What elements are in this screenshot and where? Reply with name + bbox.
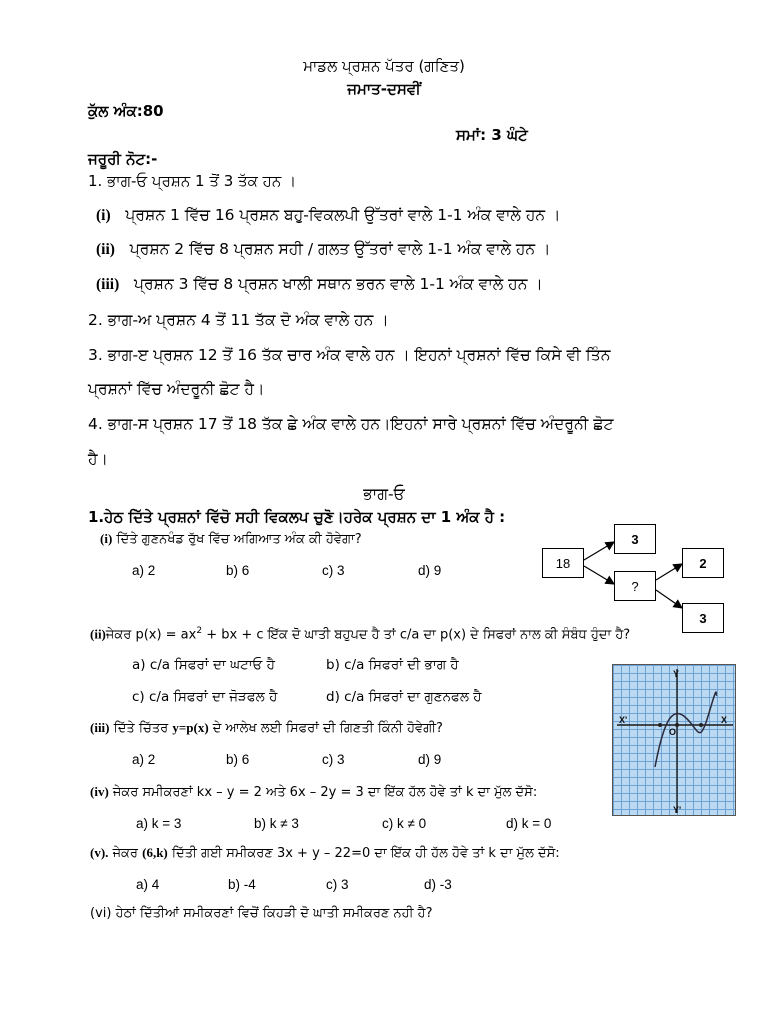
note-1-i-label: (i) bbox=[96, 207, 111, 224]
question-2-text-a: ਜੇਕਰ p(x) = ax bbox=[105, 627, 197, 643]
question-5-label: (v). bbox=[90, 845, 109, 860]
question-3 bbox=[90, 720, 443, 736]
question-5-text-a: ਜੇਕਰ bbox=[112, 846, 143, 861]
q5-option-c[interactable]: c) 3 bbox=[326, 877, 349, 892]
section-instruction: 1.ਹੇਠ ਦਿੱਤੇ ਪ੍ਰਸ਼ਨਾਂ ਵਿੱਚੋ ਸਹੀ ਵਿਕਲਪ ਚੁਣੋ।ਹਰੇਕ ਪ੍ਰਸ਼ਨ ਦਾ 1 ਅੰਕ ਹੈ : bbox=[88, 508, 506, 526]
q1-option-b[interactable]: b) 6 bbox=[226, 563, 250, 578]
question-3-label: (iii) bbox=[90, 720, 110, 735]
paper-title: ਮਾਡਲ ਪ੍ਰਸ਼ਨ ਪੱਤਰ (ਗਣਿਤ) bbox=[303, 57, 465, 75]
note-3-line-1: 3. ਭਾਗ-ੲ ਪ੍ਰਸ਼ਨ 12 ਤੋਂ 16 ਤੱਕ ਚਾਰ ਅੰਕ ਵਾਲੇ ਹਨ । ਇਹਨਾਂ ਪ੍ਰਸ਼ਨਾਂ ਵਿੱਚ ਕਿਸੇ ਵੀ ਤਿੰਨ bbox=[88, 346, 611, 364]
graph-x-left-label: X' bbox=[619, 715, 628, 725]
q2-option-a[interactable]: a) c/a ਸਿਫਰਾਂ ਦਾ ਘਟਾਓ ਹੈ bbox=[132, 657, 275, 673]
q4-option-b[interactable]: b) k ≠ 3 bbox=[254, 816, 299, 831]
graph-origin-label: O bbox=[669, 727, 677, 737]
q1-option-d[interactable]: d) 9 bbox=[418, 563, 442, 578]
question-4-text: ਜੇਕਰ ਸਮੀਕਰਣਾਂ kx – y = 2 ਅਤੇ 6x – 2y = 3 ਦਾ ਇੱਕ ਹੱਲ ਹੋਵੇ ਤਾਂ k ਦਾ ਮੁੱਲ ਦੱਸੋ: bbox=[112, 785, 538, 800]
q1-option-c[interactable]: c) 3 bbox=[322, 563, 345, 578]
q3-option-b[interactable]: b) 6 bbox=[226, 752, 250, 767]
factor-tree-right-bottom: 3 bbox=[682, 603, 724, 633]
factor-tree-right-top: 2 bbox=[682, 548, 724, 578]
time-allowed: ਸਮਾਂ: 3 ਘੰਟੇ bbox=[456, 126, 528, 144]
question-4-label: (iv) bbox=[90, 784, 109, 799]
factor-tree-top: 3 bbox=[614, 524, 656, 554]
graph-y-label: Y bbox=[673, 669, 680, 679]
note-4-line-2: ਹੈ। bbox=[88, 450, 108, 468]
question-1-label: (i) bbox=[100, 531, 113, 546]
notes-heading: ਜਰੂਰੀ ਨੋਟ:- bbox=[88, 150, 158, 168]
polynomial-graph bbox=[612, 664, 736, 816]
question-2-superscript: 2 bbox=[196, 626, 203, 636]
q5-option-a[interactable]: a) 4 bbox=[136, 877, 160, 892]
note-1-iii-text: ਪ੍ਰਸ਼ਨ 3 ਵਿੱਚ 8 ਪ੍ਰਸ਼ਨ ਖਾਲੀ ਸਥਾਨ ਭਰਨ ਵਾਲੇ 1-1 ਅੰਕ ਵਾਲੇ ਹਨ । bbox=[134, 275, 543, 293]
q4-option-a[interactable]: a) k = 3 bbox=[136, 816, 182, 831]
question-5 bbox=[90, 845, 560, 861]
question-5-text-b: ਦਿੱਤੀ ਗਈ ਸਮੀਕਰਣ 3x + y – 22=0 ਦਾ ਇੱਕ ਹੀ ਹੱਲ ਹੋਵੇ ਤਾਂ k ਦਾ ਮੁੱਲ ਦੱਸੋ: bbox=[167, 846, 560, 861]
paper-subtitle: ਜਮਾਤ-ਦਸਵੀਂ bbox=[347, 80, 421, 98]
section-heading: ਭਾਗ-ਓ bbox=[363, 485, 405, 503]
polynomial-graph-plot bbox=[613, 665, 736, 816]
note-1-i-text: ਪ੍ਰਸ਼ਨ 1 ਵਿੱਚ 16 ਪ੍ਰਸ਼ਨ ਬਹੁ-ਵਿਕਲਪੀ ਉੱਤਰਾਂ ਵਾਲੇ 1-1 ਅੰਕ ਵਾਲੇ ਹਨ । bbox=[125, 206, 561, 224]
question-3-text-bold: y=p(x) bbox=[172, 720, 209, 735]
note-1-ii-text: ਪ੍ਰਸ਼ਨ 2 ਵਿੱਚ 8 ਪ੍ਰਸ਼ਨ ਸਹੀ / ਗਲਤ ਉੱਤਰਾਂ ਵਾਲੇ 1-1 ਅੰਕ ਵਾਲੇ ਹਨ । bbox=[129, 240, 551, 258]
note-1-i bbox=[96, 206, 560, 225]
question-3-text-a: ਦਿੱਤੇ ਚਿੱਤਰ bbox=[113, 721, 173, 736]
factor-tree-unknown: ? bbox=[614, 571, 656, 601]
note-1-ii bbox=[96, 240, 550, 259]
q2-option-c[interactable]: c) c/a ਸਿਫਰਾਂ ਦਾ ਜੋੜਫਲ ਹੈ bbox=[132, 689, 278, 705]
q5-option-b[interactable]: b) -4 bbox=[228, 877, 256, 892]
question-6 bbox=[90, 906, 433, 921]
q4-option-c[interactable]: c) k ≠ 0 bbox=[382, 816, 427, 831]
factor-tree-root: 18 bbox=[542, 548, 584, 578]
question-2 bbox=[90, 626, 630, 642]
q4-option-d[interactable]: d) k = 0 bbox=[506, 816, 552, 831]
note-1-iii-label: (iii) bbox=[96, 276, 120, 293]
total-marks: ਕੁੱਲ ਅੰਕ:80 bbox=[88, 102, 164, 120]
graph-x-label: X bbox=[721, 715, 728, 725]
note-1-iii bbox=[96, 275, 543, 294]
note-1: 1. ਭਾਗ-ਓ ਪ੍ਰਸ਼ਨ 1 ਤੋਂ 3 ਤੱਕ ਹਨ । bbox=[88, 172, 297, 190]
question-1-text: ਦਿੱਤੇ ਗੁਣਨਖੰਡ ਰੁੱਖ ਵਿੱਚ ਅਗਿਆਤ ਅੰਕ ਕੀ ਹੋਵੇਗਾ? bbox=[116, 532, 362, 547]
note-3-line-2: ਪ੍ਰਸ਼ਨਾਂ ਵਿੱਚ ਅੰਦਰੂਨੀ ਛੋਟ ਹੈ। bbox=[88, 380, 265, 398]
question-6-text: ਹੇਠਾਂ ਦਿੱਤੀਆਂ ਸਮੀਕਰਣਾਂ ਵਿਚੋਂ ਕਿਹੜੀ ਦੋ ਘਾਤੀ ਸਮੀਕਰਣ ਨਹੀ ਹੈ? bbox=[115, 906, 433, 921]
note-2: 2. ਭਾਗ-ਅ ਪ੍ਰਸ਼ਨ 4 ਤੋਂ 11 ਤੱਕ ਦੋ ਅੰਕ ਵਾਲੇ ਹਨ । bbox=[88, 311, 389, 329]
q3-option-a[interactable]: a) 2 bbox=[132, 752, 156, 767]
question-2-label: (ii) bbox=[90, 626, 106, 642]
question-6-label: (vi) bbox=[90, 906, 112, 921]
q3-option-c[interactable]: c) 3 bbox=[322, 752, 345, 767]
q1-option-a[interactable]: a) 2 bbox=[132, 563, 156, 578]
graph-y-bottom-label: Y' bbox=[673, 805, 682, 815]
q2-option-b[interactable]: b) c/a ਸਿਫਰਾਂ ਦੀ ਭਾਗ ਹੈ bbox=[326, 657, 459, 673]
question-3-text-b: ਦੇ ਆਲੇਖ ਲਈ ਸਿਫਰਾਂ ਦੀ ਗਿਣਤੀ ਕਿੰਨੀ ਹੋਵੇਗੀ? bbox=[208, 721, 443, 736]
note-4-line-1: 4. ਭਾਗ-ਸ ਪ੍ਰਸ਼ਨ 17 ਤੋਂ 18 ਤੱਕ ਛੇ ਅੰਕ ਵਾਲੇ ਹਨ।ਇਹਨਾਂ ਸਾਰੇ ਪ੍ਰਸ਼ਨਾਂ ਵਿੱਚ ਅੰਦਰੂਨੀ ਛੋਟ bbox=[88, 415, 614, 433]
q5-option-d[interactable]: d) -3 bbox=[424, 877, 452, 892]
question-4 bbox=[90, 784, 537, 800]
q2-option-d[interactable]: d) c/a ਸਿਫਰਾਂ ਦਾ ਗੁਣਨਫਲ ਹੈ bbox=[326, 689, 482, 705]
note-1-ii-label: (ii) bbox=[96, 241, 115, 258]
q3-option-d[interactable]: d) 9 bbox=[418, 752, 442, 767]
question-2-text-b: + bx + c ਇੱਕ ਦੋ ਘਾਤੀ ਬਹੁਪਦ ਹੈ ਤਾਂ c/a ਦਾ p(x) ਦੇ ਸਿਫਰਾਂ ਨਾਲ ਕੀ ਸੰਬੰਧ ਹੁੰਦਾ ਹੈ? bbox=[202, 627, 631, 643]
question-5-text-bold: (6,k) bbox=[142, 845, 168, 860]
question-1 bbox=[100, 531, 362, 547]
